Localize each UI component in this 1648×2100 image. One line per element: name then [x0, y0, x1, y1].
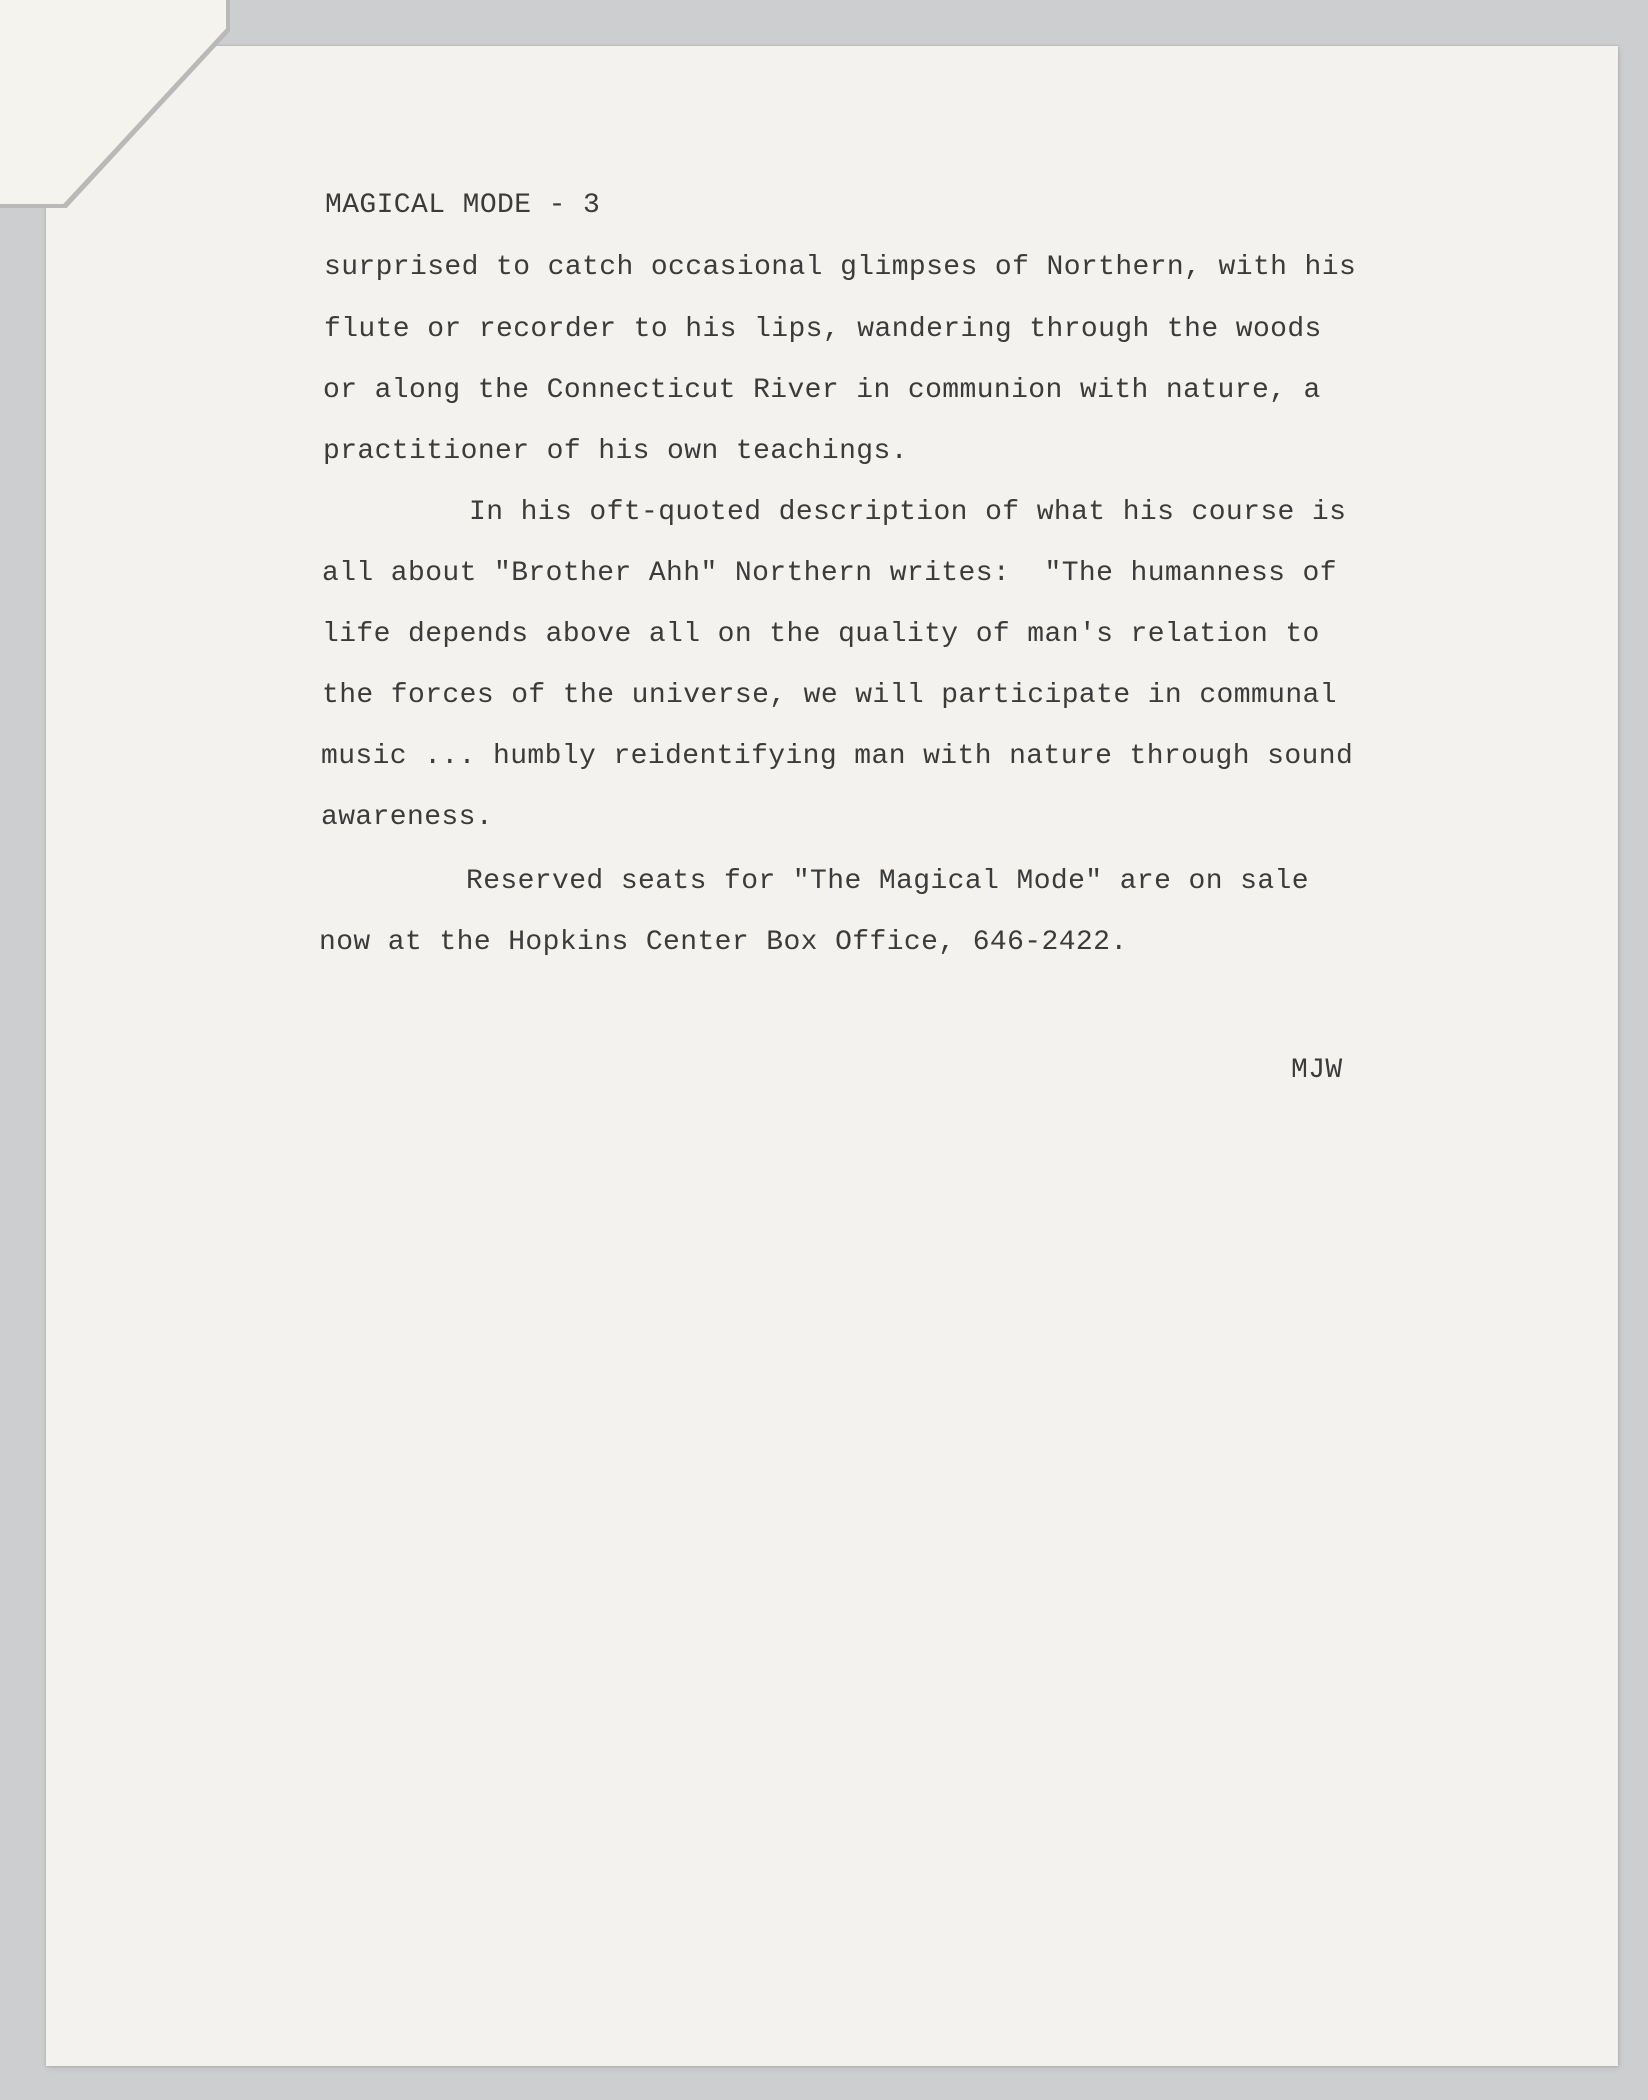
- text-line: the forces of the universe, we will participate in communal: [322, 680, 1337, 711]
- text-line: flute or recorder to his lips, wandering through the woods: [324, 314, 1322, 345]
- page-header: MAGICAL MODE - 3: [325, 190, 601, 221]
- text-line: all about "Brother Ahh" Northern writes: "The humanness of: [322, 558, 1337, 589]
- text-line: surprised to catch occasional glimpses of Northern, with his: [324, 252, 1357, 283]
- document-page: [46, 46, 1618, 2066]
- text-line: awareness.: [321, 802, 494, 833]
- text-line: or along the Connecticut River in communion with nature, a: [323, 375, 1321, 406]
- author-initials: MJW: [1291, 1055, 1343, 1086]
- text-line: Reserved seats for "The Magical Mode" are on sale: [466, 866, 1309, 897]
- text-line: In his oft-quoted description of what his course is: [469, 497, 1347, 528]
- text-line: music ... humbly reidentifying man with nature through sound: [321, 741, 1354, 772]
- text-line: now at the Hopkins Center Box Office, 646-2422.: [319, 927, 1128, 958]
- text-line: life depends above all on the quality of man's relation to: [322, 619, 1320, 650]
- text-line: practitioner of his own teachings.: [323, 436, 908, 467]
